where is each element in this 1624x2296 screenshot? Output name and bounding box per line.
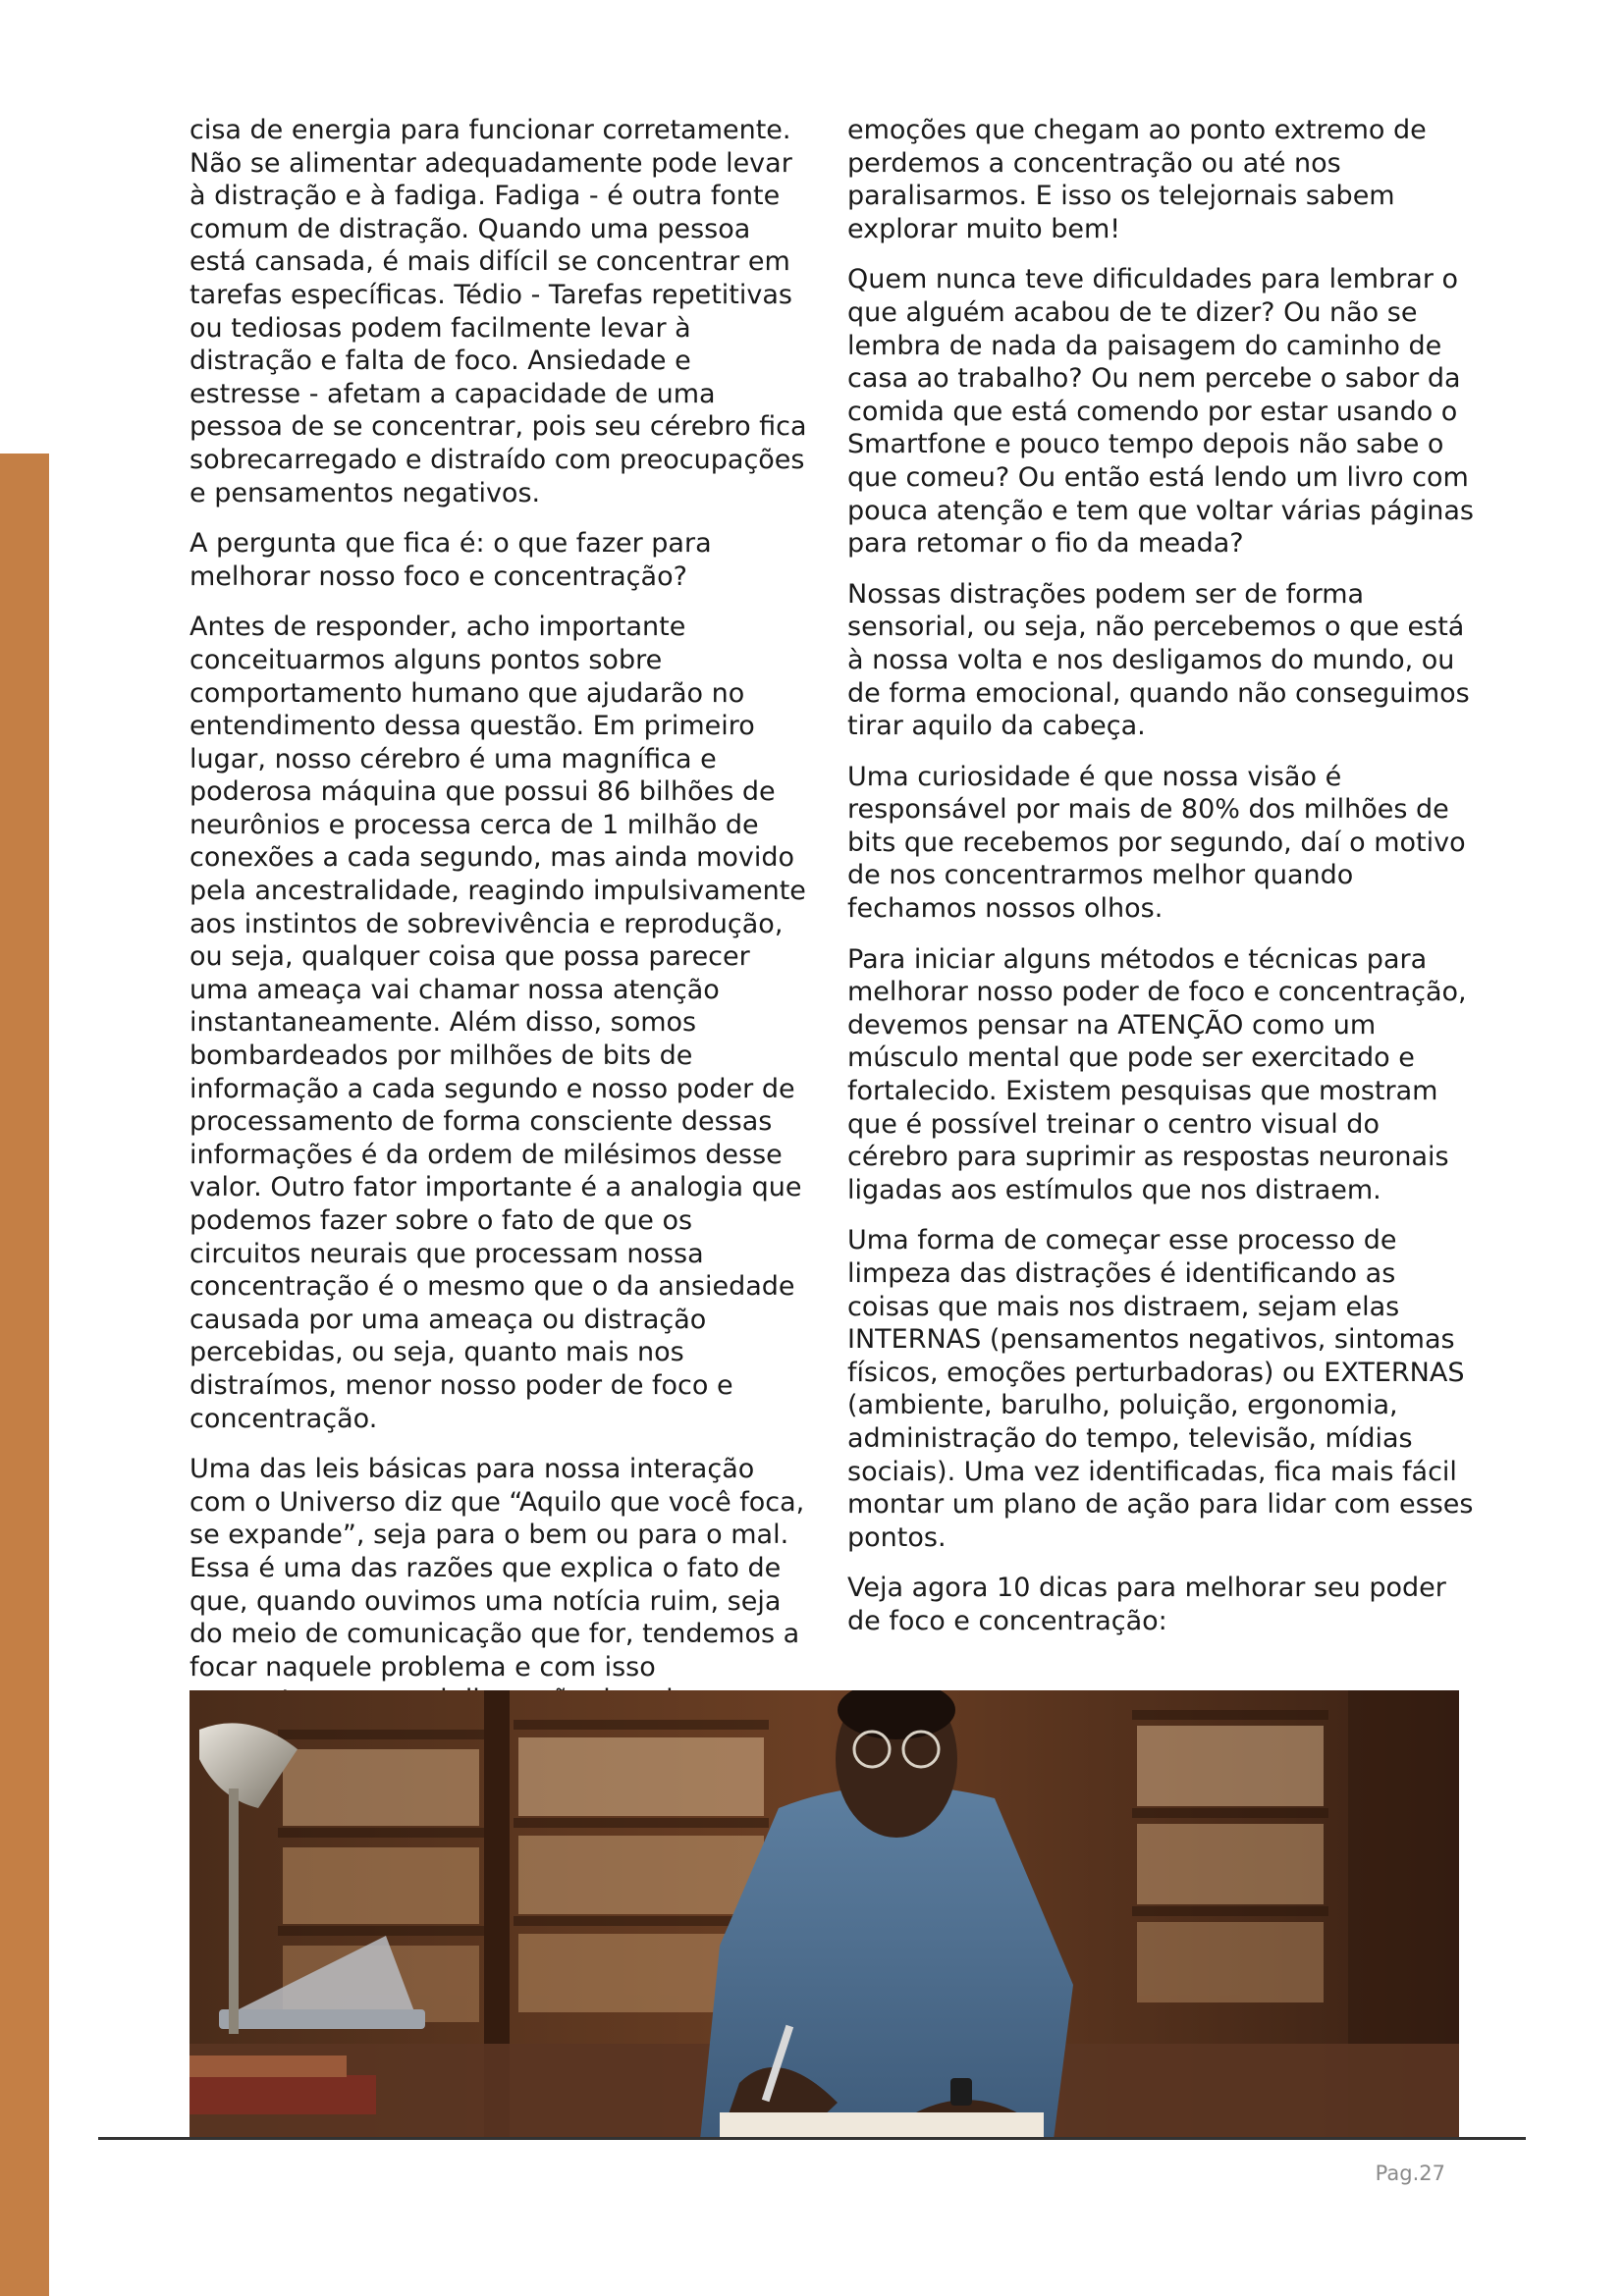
paragraph: Quem nunca teve dificuldades para lembrar o que alguém acabou de te dizer? Ou não se lembra de nada da paisagem do caminho de casa ao trabalho? Ou nem percebe o sabor da comida que está comendo por estar usando o Smartfone e pouco tempo depois não sabe o que comeu? Ou então está lendo um livro com pouca atenção e tem que voltar várias páginas para retomar o fio da meada? (847, 264, 1474, 560)
paragraph: Nossas distrações podem ser de forma sensorial, ou seja, não percebemos o que está à nossa volta e nos desligamos do mundo, ou de forma emocional, quando não conseguimos tirar aquilo da cabeça. (847, 578, 1470, 742)
page-number: Pag.27 (1375, 2162, 1445, 2185)
paragraph: Uma curiosidade é que nossa visão é responsável por mais de 80% dos milhões de bits que recebemos por segundo, daí o motivo de nos concentrarmos melhor quando fechamos nossos olhos. (847, 761, 1466, 925)
paragraph: Antes de responder, acho importante conceituarmos alguns pontos sobre comportamento humano que ajudarão no entendimento dessa questão. Em primeiro lugar, nosso cérebro é uma magnífica e poderosa máquina que possui 86 bilhões de neurônios e processa cerca de 1 milhão de conexões a cada segundo, mas ainda movido pela ancestralidade, reagindo impulsivamente aos instintos de sobrevivência e reprodução, ou seja, qualquer coisa que possa parecer uma ameaça vai chamar nossa atenção instantaneamente. Além disso, somos bombardeados por milhões de bits de informação a cada segundo e nosso poder de processamento de forma consciente dessas informações é da ordem de milésimos desse valor. Outro fator importante é a analogia que podemos fazer sobre o fato de que os circuitos neurais que processam nossa concentração é o mesmo que o da ansiedade causada por uma ameaça ou distração percebidas, ou seja, quanto mais nos distraímos, menor nosso poder de foco e concentração. (189, 612, 806, 1434)
paragraph: Para iniciar alguns métodos e técnicas para melhorar nosso poder de foco e concentração, devemos pensar na ATENÇÃO como um músculo mental que pode ser exercitado e fortalecido. Existem pesquisas que mostram que é possível treinar o centro visual do cérebro para suprimir as respostas neuronais ligadas aos estímulos que nos distraem. (847, 943, 1467, 1205)
paragraph: Veja agora 10 dicas para melhorar seu poder de foco e concentração: (847, 1573, 1446, 1636)
side-accent-bar (0, 454, 49, 2296)
left-text-column (189, 114, 810, 1768)
paragraph: cisa de energia para funcionar corretamente. Não se alimentar adequadamente pode levar à distração e à fadiga. Fadiga - é outra fonte comum de distração. Quando uma pessoa está cansada, é mais difícil se concentrar em tarefas específicas. Tédio - Tarefas repetitivas ou tediosas podem facilmente levar à distração e falta de foco. Ansiedade e estresse - afetam a capacidade de uma pessoa de se concentrar, pois seu cérebro fica sobrecarregado e distraído com preocupações e pensamentos negativos. (189, 115, 807, 508)
paragraph: emoções que chegam ao ponto extremo de perdemos a concentração ou até nos paralisarmos. E isso os telejornais sabem explorar muito bem! (847, 115, 1427, 244)
paragraph: Uma forma de começar esse processo de limpeza das distrações é identificando as coisas que mais nos distraem, sejam elas INTERNAS (pensamentos negativos, sintomas físicos, emoções perturbadoras) ou EXTERNAS (ambiente, barulho, poluição, ergonomia, administração do tempo, televisão, mídias sociais). Uma vez identificadas, fica mais fácil montar um plano de ação para lidar com esses pontos. (847, 1225, 1474, 1553)
library-study-photo (189, 1690, 1459, 2140)
right-text-column (847, 114, 1476, 1656)
paragraph: A pergunta que fica é: o que fazer para melhorar nosso foco e concentração? (189, 528, 712, 592)
paragraph: Uma das leis básicas para nossa interação com o Universo diz que “Aquilo que você foca, se expande”, seja para o bem ou para o mal. Essa é uma das razões que explica o fato de que, quando ouvimos uma notícia ruim, seja do meio de comunicação que for, tendemos a focar naquele problema e com isso (189, 1454, 805, 1682)
bottom-divider (98, 2137, 1526, 2140)
